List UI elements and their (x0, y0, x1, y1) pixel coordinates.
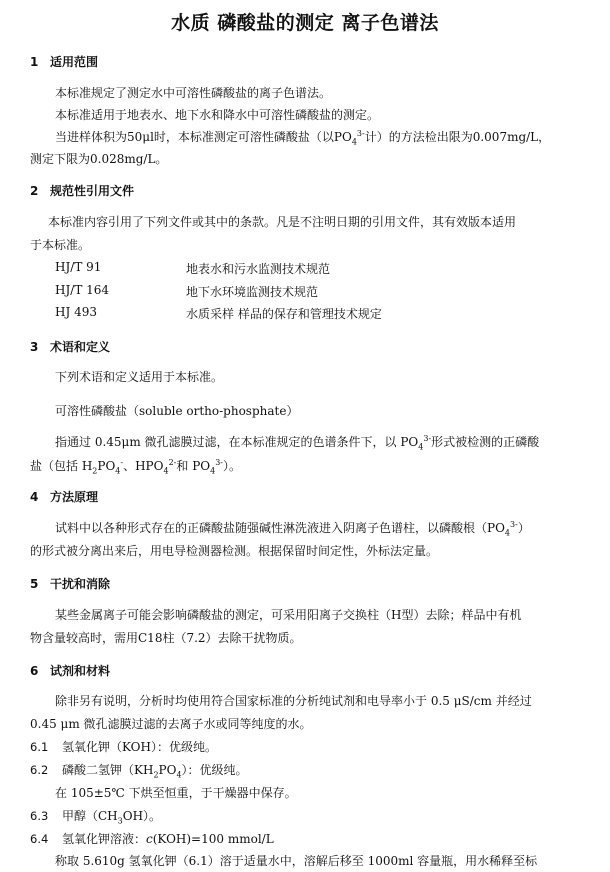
superscript: - (120, 458, 124, 467)
text: 磷酸二氢钾（KH (62, 763, 154, 777)
text: 试料中以各种形式存在的正磷酸盐随强碱性淋洗液进入阴离子色谱柱，以磷酸根（PO (55, 521, 505, 535)
paragraph (55, 433, 539, 450)
superscript: 2- (168, 458, 177, 467)
text: 盐（包括 H (30, 459, 93, 473)
subscript: 4 (176, 770, 182, 780)
section-title: 方法原理 (50, 490, 99, 504)
paragraph: 于本标准。 (30, 238, 91, 252)
section-5-heading (30, 575, 110, 592)
superscript: 3- (510, 520, 518, 529)
text: 氢氧化钾溶液： (62, 832, 147, 846)
reference-code: HJ/T 164 (55, 283, 110, 297)
paragraph: 称取 5.610g 氢氧化钾（6.1）溶于适量水中，溶解后移至 1000ml 容量瓶，用水稀释至标 (55, 854, 538, 868)
paragraph: 某些金属离子可能会影响磷酸盐的测定，可采用阳离子交换柱（H型）去除；样品中有机 (55, 608, 522, 622)
section-title: 干扰和消除 (50, 577, 111, 591)
paragraph (55, 519, 530, 536)
superscript: 3- (423, 434, 432, 443)
section-1-heading (30, 53, 98, 70)
section-4-heading (30, 488, 98, 505)
subsection-6-4 (30, 830, 274, 847)
paragraph: 下列术语和定义适用于本标准。 (55, 370, 224, 384)
subsection-text: 氢氧化钾（KOH）：优级纯。 (62, 740, 217, 754)
subscript: 3 (117, 816, 123, 826)
paragraph: 除非另有说明，分析时均使用符合国家标准的分析纯试剂和电导率小于 0.5 μS/cm 并经过 (55, 694, 532, 708)
subscript: 4 (418, 442, 424, 452)
text: 指通过 0.45μm 微孔滤膜过滤，在本标准规定的色谱条件下，以 PO (55, 435, 419, 449)
section-number: 3 (30, 340, 39, 354)
section-number: 5 (30, 577, 39, 591)
section-title: 规范性引用文件 (50, 184, 135, 198)
section-number: 6 (30, 664, 39, 678)
reference-code: HJ 493 (55, 305, 97, 319)
section-title: 术语和定义 (50, 340, 111, 354)
section-title: 适用范围 (50, 55, 99, 69)
term-title: 可溶性磷酸盐（soluble ortho-phosphate） (55, 404, 299, 418)
section-number: 1 (30, 55, 39, 69)
paragraph: 物含量较高时，需用C18柱（7.2）去除干扰物质。 (30, 631, 302, 645)
paragraph: 在 105±5℃ 下烘至恒重，于干燥器中保存。 (55, 786, 297, 800)
text: OH）。 (122, 809, 162, 823)
reference-name: 水质采样 样品的保存和管理技术规定 (186, 307, 382, 321)
subscript: 4 (351, 137, 357, 147)
subsection-number: 6.3 (30, 809, 49, 823)
paragraph: 本标准适用于地表水、地下水和降水中可溶性磷酸盐的测定。 (55, 108, 380, 122)
text: 计）的方法检出限为0.007mg/L， (364, 130, 551, 144)
paragraph (30, 457, 241, 474)
paragraph: 的形式被分离出来后，用电导检测器检测。根据保留时间定性，外标法定量。 (30, 544, 439, 558)
section-title: 试剂和材料 (50, 664, 111, 678)
subscript: 4 (210, 466, 216, 476)
section-2-heading (30, 182, 134, 199)
text: ）。 (223, 459, 242, 473)
subscript: 2 (92, 466, 98, 476)
text: c (146, 832, 153, 846)
subsection-number: 6.1 (30, 740, 49, 754)
section-number: 2 (30, 184, 39, 198)
superscript: 3- (215, 458, 223, 467)
superscript: 3- (356, 129, 365, 138)
text: 当进样体积为50μl时，本标准测定可溶性磷酸盐（以PO (55, 130, 352, 144)
text: ） (517, 521, 530, 535)
paragraph: 本标准规定了测定水中可溶性磷酸盐的离子色谱法。 (55, 86, 332, 100)
reference-name: 地表水和污水监测技术规范 (186, 262, 331, 276)
subsection-6-3 (30, 807, 161, 824)
text: 形式被检测的正磷酸 (431, 435, 540, 449)
paragraph: 本标准内容引用了下列文件或其中的条款。凡是不注明日期的引用文件，其有效版本适用 (48, 215, 517, 229)
section-number: 4 (30, 490, 39, 504)
text: PO (97, 459, 116, 473)
subscript: 4 (115, 466, 121, 476)
subsection-number: 6.4 (30, 832, 49, 846)
text: 和 PO (176, 459, 211, 473)
subscript: 4 (163, 466, 169, 476)
paragraph (55, 128, 550, 145)
section-3-heading (30, 338, 110, 355)
text: ）：优级纯。 (181, 763, 248, 777)
reference-code: HJ/T 91 (55, 260, 102, 274)
section-6-heading (30, 662, 110, 679)
text: 、HPO (123, 459, 164, 473)
reference-name: 地下水环境监测技术规范 (186, 285, 319, 299)
paragraph: 测定下限为0.028mg/L。 (30, 152, 168, 166)
subsection-6-1 (30, 738, 217, 755)
paragraph: 0.45 μm 微孔滤膜过滤的去离子水或同等纯度的水。 (30, 717, 312, 731)
subscript: 4 (504, 528, 511, 538)
subsection-number: 6.2 (30, 763, 49, 777)
subsection-6-2 (30, 761, 248, 778)
text: 甲醇（CH (62, 809, 118, 823)
text: (KOH)=100 mmol/L (152, 832, 274, 846)
subscript: 2 (153, 770, 159, 780)
document-title: 水质 磷酸盐的测定 离子色谱法 (171, 12, 439, 34)
text: PO (158, 763, 177, 777)
